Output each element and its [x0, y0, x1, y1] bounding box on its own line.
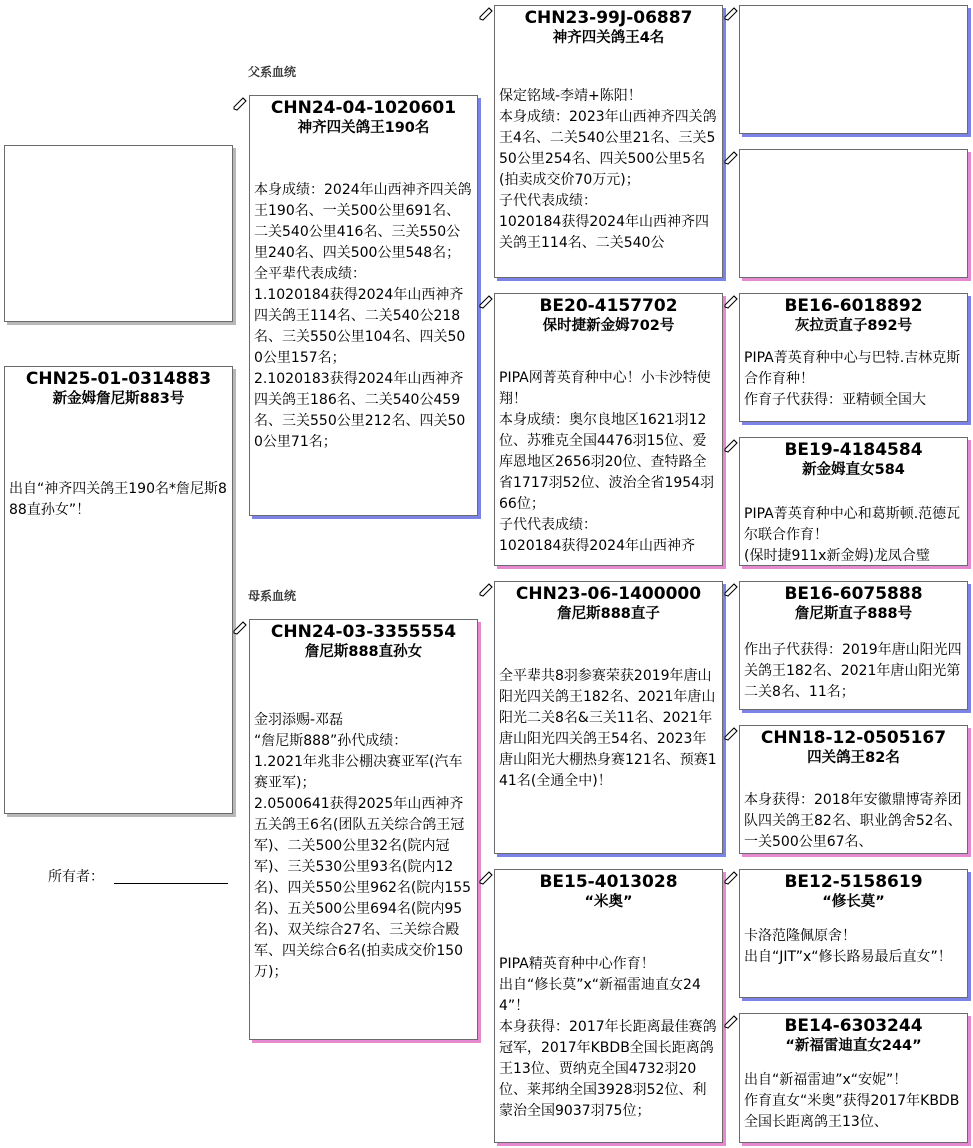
edit-pencil-icon[interactable] — [723, 6, 739, 22]
sire-dam-card[interactable] — [494, 293, 723, 566]
edit-pencil-icon[interactable] — [723, 870, 739, 886]
dds-name: “修长莫” — [822, 894, 885, 910]
sire-dam-dam-card[interactable] — [739, 437, 968, 566]
sire-dam-description: PIPA网菁英育种中心！小卡沙特使翔！ 本身成绩：奥尔良地区1621羽12位、苏雅克全国4476羽15位、爱库恩地区2656羽20位、查特路全省1717羽52位、波治全省1954羽66位； 子代代表成绩： 1020184获得2024年山西神齐 — [499, 370, 715, 554]
sire-name: 神齐四关鸽王190名 — [297, 120, 430, 136]
dam-card[interactable] — [249, 619, 478, 1040]
sds-ring-number: BE16-6018892 — [784, 296, 923, 316]
edit-pencil-icon[interactable] — [723, 1014, 739, 1030]
edit-pencil-icon[interactable] — [478, 6, 494, 22]
dam-name: 詹尼斯888直孙女 — [304, 644, 423, 660]
sire-dam-name: 保时捷新金姆702号 — [542, 318, 675, 334]
dss-ring-number: BE16-6075888 — [784, 584, 923, 604]
sds-name: 灰拉贡直子892号 — [794, 318, 913, 334]
photo-placeholder — [4, 145, 233, 322]
sds-description: PIPA菁英育种中心与巴特.吉林克斯合作育种！ 作育子代获得：亚精顿全国大 — [744, 350, 961, 408]
dam-sire-dam-card[interactable] — [739, 725, 968, 854]
sdd-description: PIPA菁英育种中心和葛斯顿.范德瓦尔联合作育！ (保时捷911x新金姆)龙凤合璧 — [744, 506, 961, 564]
dam-dam-card[interactable] — [494, 869, 723, 1143]
edit-pencil-icon[interactable] — [723, 150, 739, 166]
dss-description: 作出子代获得：2019年唐山阳光四关鸽王182名、2021年唐山阳光第二关8名、11名； — [744, 642, 962, 700]
subject-card[interactable] — [4, 366, 233, 814]
dam-sire-sire-card[interactable] — [739, 581, 968, 710]
dam-line-label: 母系血统 — [248, 589, 297, 603]
edit-pencil-icon[interactable] — [478, 294, 494, 310]
subject-description: 出自“神齐四关鸽王190名*詹尼斯888直孙女”！ — [9, 481, 227, 518]
edit-pencil-icon[interactable] — [723, 294, 739, 310]
ddd-name: “新福雷迪直女244” — [785, 1038, 922, 1054]
sire-sire-description: 保定铭域-李靖+陈阳！ 本身成绩：2023年山西神齐四关鸽王4名、二关540公里21名、三关550公里254名、四关500公里5名(拍卖成交价70万元)； 子代代表成绩： 1020184获得2024年山西神齐四关鸽王114名、二关540公 — [499, 88, 717, 251]
dss-name: 詹尼斯直子888号 — [794, 606, 913, 622]
dam-dam-ring-number: BE15-4013028 — [539, 872, 678, 892]
dam-dam-dam-card[interactable] — [739, 1013, 968, 1143]
sdd-name: 新金姆直女584 — [802, 462, 905, 478]
dds-ring-number: BE12-5158619 — [784, 872, 923, 892]
edit-pencil-icon[interactable] — [723, 438, 739, 454]
edit-pencil-icon[interactable] — [478, 582, 494, 598]
dam-sire-ring-number: CHN23-06-1400000 — [515, 584, 702, 604]
ddd-ring-number: BE14-6303244 — [784, 1016, 923, 1036]
ddd-description: 出自“新福雷迪”x“安妮”！ 作育直女“米奥”获得2017年KBDB全国长距离鸽王13位、 — [744, 1072, 960, 1130]
dam-sire-name: 詹尼斯888直子 — [557, 606, 660, 622]
edit-pencil-icon[interactable] — [723, 726, 739, 742]
dam-description: 金羽添赐-邓磊 “詹尼斯888”孙代成绩： 1.2021年兆非公棚决赛亚军(汽车赛亚军)； 2.0500641获得2025年山西神齐五关鸽王6名(团队五关综合鸽王冠军)、二关500公里32名(院内冠军)、三关530公里93名(院内12名)、四关550公里962名(院内155名)、五关500公里694名(院内95名)、双关综合27名、三关综合殿军、四关综合6名(拍卖成交价150万)； — [254, 712, 472, 980]
sire-dam-ring-number: BE20-4157702 — [539, 296, 678, 316]
edit-pencil-icon[interactable] — [232, 96, 248, 112]
sire-line-label: 父系血统 — [248, 65, 297, 79]
dam-ring-number: CHN24-03-3355554 — [270, 622, 457, 642]
dsd-description: 本身获得：2018年安徽鼎博寄养团队四关鸽王82名、职业鸽舍52名、一关500公里67名、 — [744, 792, 962, 850]
dam-dam-description: PIPA精英育种中心作育！ 出自“修长莫”x“新福雷迪直女244”！ 本身获得：2017年长距离最佳赛鸽冠军，2017年KBDB全国长距离鸽王13位、贾纳克全国4732羽20位、莱邦纳全国3928羽52位、利蒙治全国9037羽75位； — [499, 956, 717, 1119]
sire-sire-dam-card[interactable] — [739, 149, 968, 278]
edit-pencil-icon[interactable] — [723, 582, 739, 598]
dds-description: 卡洛范隆佩原舍！ 出自“JIT”x“修长路易最后直女”！ — [744, 928, 952, 965]
sire-sire-name: 神齐四关鸽王4名 — [552, 30, 665, 46]
dam-dam-sire-card[interactable] — [739, 869, 968, 998]
sire-card[interactable] — [249, 95, 478, 516]
dam-dam-name: “米奥” — [584, 894, 633, 910]
sire-sire-card[interactable] — [494, 5, 723, 278]
dam-sire-card[interactable] — [494, 581, 723, 854]
subject-ring-number: CHN25-01-0314883 — [25, 369, 212, 389]
owner-label: 所有者： — [48, 869, 104, 885]
edit-pencil-icon[interactable] — [232, 620, 248, 636]
dsd-name: 四关鸽王82名 — [807, 750, 900, 766]
sire-description: 本身成绩：2024年山西神齐四关鸽王190名、一关500公里691名、二关540公里416名、三关550公里240名、四关500公里548名； 全平辈代表成绩： 1.1020184获得2024年山西神齐四关鸽王114名、二关540公218名、三关550公里104名、四关500公里157名； 2.1020183获得2024年山西神齐四关鸽王186名、二关540公459名、三关550公里212名、四关500公里71名； — [254, 182, 472, 450]
dam-sire-description: 全平辈共8羽参赛荣获2019年唐山阳光四关鸽王182名、2021年唐山阳光二关8名&三关11名、2021年唐山阳光四关鸽王54名、2023年唐山阳光大棚热身赛121名、预赛141名(全通全中)！ — [499, 668, 717, 789]
sdd-ring-number: BE19-4184584 — [784, 440, 923, 460]
edit-pencil-icon[interactable] — [478, 870, 494, 886]
dsd-ring-number: CHN18-12-0505167 — [760, 728, 947, 748]
sire-ring-number: CHN24-04-1020601 — [270, 98, 457, 118]
owner-signature-line — [114, 883, 228, 884]
subject-name: 新金姆詹尼斯883号 — [52, 391, 185, 407]
sire-sire-ring-number: CHN23-99J-06887 — [524, 8, 693, 28]
sire-sire-sire-card[interactable] — [739, 5, 968, 134]
sire-dam-sire-card[interactable] — [739, 293, 968, 422]
